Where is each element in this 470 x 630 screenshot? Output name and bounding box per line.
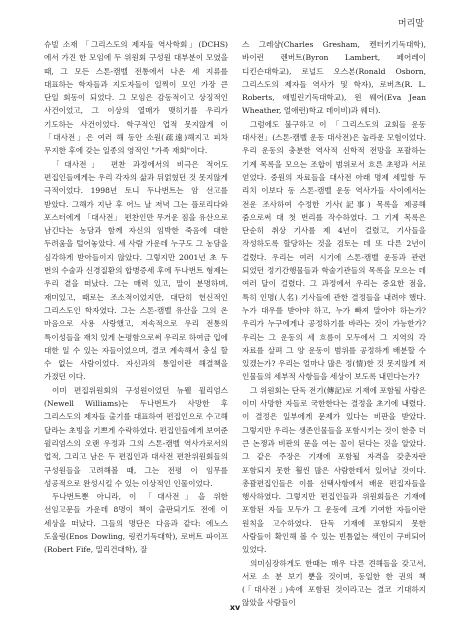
paragraph: 두나번트뿐 아니라, 이 「대사전」을 위한 선임고문들 가운데 8명이 책이 출판되기도 전에 이 세상을 떠났다. 그들의 명단은 다음과 같다: 에노스 도울링(Enos Dowling, 링컨기독대학), 로버트 파이프(Robert Fife, 밀리건대학), 잘 xyxy=(44,492,228,555)
paragraph: 「대사전」 편찬 과정에서의 비극은 적어도 편집인들에게는 우리 각자의 삶과 뒤얽혔던 것 못지않게 극적이었다. 1998년 토니 두나번트는 암 선고를 받았다. 그해가 지난 후 어느 날 저녁 그는 플로리다와 포스터에게 「대사전」 편찬인만 무거운 짐을 유산으로 남긴다는 농담과 함께 자신의 임박한 죽음에 대한 두려움을 털어놓았다. 세 사람 가운데 누구도 그 농담을 심각하게 받아들이지 않았다. 그렇지만 2001년 초 두 번의 수술과 신경질환의 합병증세 후에 두나번트 형제는 우리 곁을 떠났다. 그는 매력 있고, 말이 분명하며, 재미있고, 때로는 조소적이었지만, 대단히 헌신적인 그리스도인 학자였다. 그는 스톤-캠벨 유산을 그의 온 마음으로 사용 사랑했고, 저속적으로 우리 전통의 특이성들을 재치 있게 논평함으로써 우리로 하여금 입에 대한 일 수 있는 자들이었으며, 결코 계속해서 충실 할 수 없는 사람이었다. 자신과의 통일이란 해결책을 가졌던 이다. xyxy=(44,159,228,382)
left-column xyxy=(44,38,228,586)
right-column xyxy=(242,38,426,608)
paragraph: 그 위원회는 단독 전기(傳記)로 기재에 포함될 사람은 이미 사망한 자들로 국한한다는 결정을 초기에 내렸다. 이 결정은 일부에게 문제가 있다는 비판을 받았다. 그렇지만 우리는 생존인물들을 포함시키는 것이 한층 더 큰 논쟁과 비판의 문을 여는 꼴이 된다는 것을 알았다. 그 같은 주장은 기재에 포함될 자격을 갖춘자란 포함되지 못한 훨씬 많은 사람한테서 있어날 것이다. 총괄편집인들은 이를 선택사항에서 배운 편집자들을 행사하였다. 그렇지만 편집인들과 위원회들은 기재에 포함된 자들 모두가 그 운동에 크게 기여한 자들이란 원칙을 고수하였다. 단독 기재에 포함되지 못한 사람들이 확인해 볼 수 있는 빈틈없는 색인이 구비되어 있었다. xyxy=(242,385,426,555)
paragraph: 이미 편집위원회의 구성원이었던 뉴웰 윌리엄스(Newell Williams)는 두나번트가 사망한 후 그리스도의 제자들 출기를 대표하여 편집인으로 수고해 달라는 초빙을 기쁘게 수락하였다. 편집인들에게 보여준 윌리엄스의 오랜 우정과 그의 스톤-캠벨 역사가로서의 업적, 그리고 남은 두 편집인과 대사전 편찬위원회들의 구성원들을 고려해볼 때, 그는 전평 이 임무를 성공적으로 완성시킬 수 있는 이상적인 인물이었다. xyxy=(44,385,228,488)
paragraph: 의미심장하게도 한때는 매우 다른 견해들을 갖고서, 서로 소 분 보기 뿐을 것이며, 동일한 한 권의 책(「대사전」)속에 포함된 것이라고는 결코 기대하지 않았을 사람들이 xyxy=(242,558,426,608)
page-number: xv xyxy=(229,603,241,612)
running-head: 머리말 xyxy=(397,19,424,29)
paragraph: 스 그레샴(Charles Gresham, 켄터키기독대학), 바이런 렌버트(Byron Lambert, 페어레이 디킨슨대학교), 로널드 오스본(Ronald Osborn, 그리스도의 제자들 역사가 및 학자), 로버츠(R. L. Roberts, 애빌린기독대학교), 윈 웨어(Eva Jean Wheather, 얼애런)학교 데이비)과 웨더). xyxy=(242,40,426,116)
paragraph: 그럼에도 불구하고 이 「그리스도의 교회들 운동 대사전」(스톤-캠벨 운동 대사전)은 놀라운 모험이었다. 우리 운동의 충분한 역사적 신학적 전망을 포괄하는 기계 목록을 모으는 조합이 범위로서 흐른 초평과 서로 얻었다. 중원의 자료들을 대사전 아래 명제 세밀함 두 리치 이보다 동 스톤-캠벨 운동 역사가들 사이에서는 전운 조사하여 수정한 기사(記事) 목록을 제공해 줌으로써 대 첫 번리를 작수하였다. 그 기계 목록은 단순히 취상 기사를 제 4년이 걸렸고, 기사들을 작성하도록 할당하는 것을 검토는 데 또 다른 2년이 걸렸다. 우리는 여러 시기에 스톤-캠벨 운동과 관련 되었던 정기간행물들과 학술기관들의 목록을 모으는 데 여러 달이 걸렸다. 그 과정에서 우리는 중요한 점을, 특히 인명(人名) 기사들에 관한 결정들을 내려야 했다. 누가 대우를 받아야 하고, 누가 빠져 말아야 하는가? 우리가 누구에게나 공정하기를 바라는 것이 가능한가? 우리는 그 운동의 세 흐름이 모두에서 그 지역의 각 자료를 살펴 그 양 운동이 범위를 공정하게 배분할 수 있겠는가? 우리는 얼마나 많은 정(情)한 것 못지않게 저 인물들의 세부적 사항들을 세상이 보도록 내민다는가? xyxy=(242,119,426,382)
paragraph: 슈빌 소재 「그리스도의 제자들 역사학회」(DCHS)에서 가진 한 모임에 두 위원회 구성원 대부분이 모였을 때, 그 모든 스톤-캠벨 전통에서 나온 세 지류를 대표하는 학자들과 지도자들이 일찍이 모인 가장 큰 단일 회동이 되었다. 그 모임은 감동적이고 상징적인 사건이었고, 그 이상의 열매가 맺히기를 우리가 기도하는 사건이었다. 학구적인 업적 못지않게 이 「대사전」은 여러 해 동안 소원(疏遠)해지고 피차 무지한 후에 갖는 일종의 영적인 "가족 재회"이다. xyxy=(44,40,228,156)
